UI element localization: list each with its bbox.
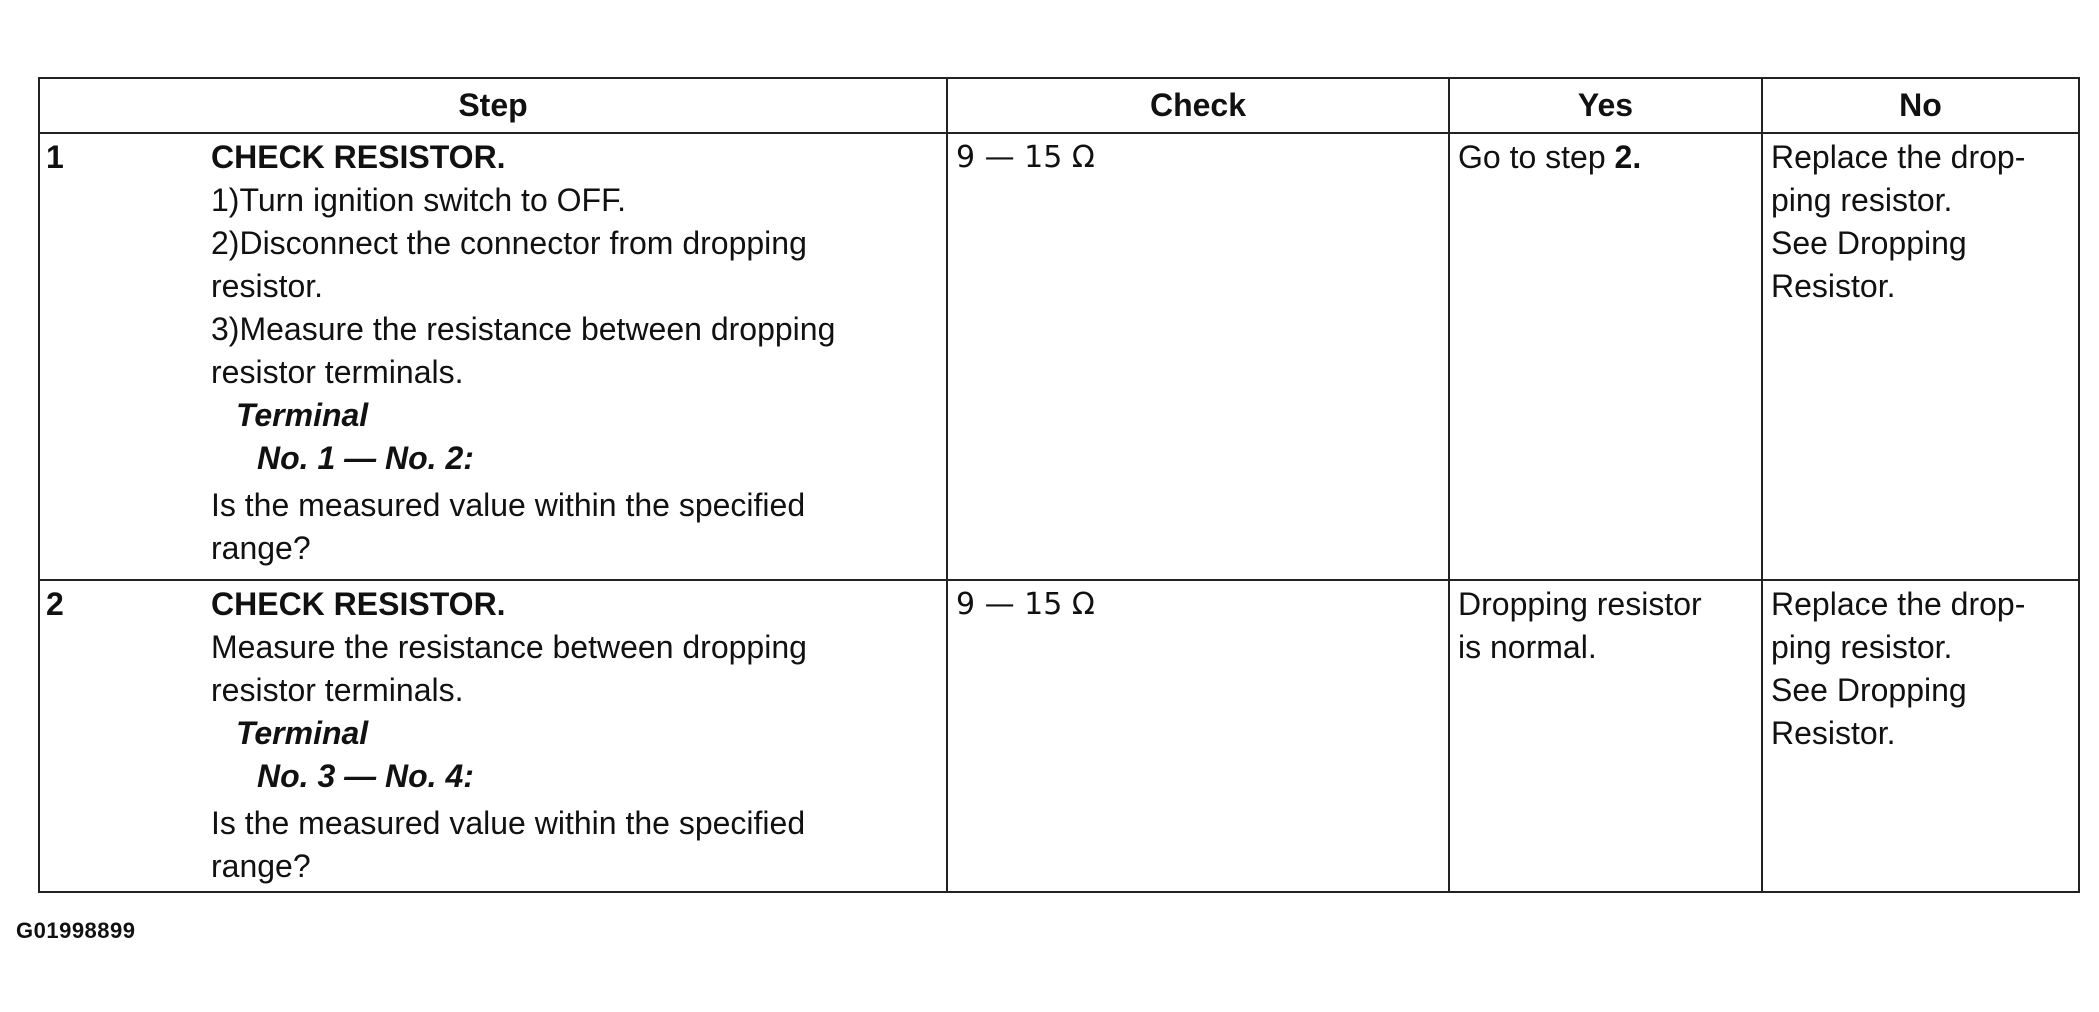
question-line: range?: [211, 848, 311, 884]
terminal-label: Terminal: [236, 397, 369, 433]
no-result: [1763, 581, 2078, 755]
step-number: 2: [46, 586, 64, 622]
yes-step-ref: 2.: [1614, 139, 1642, 175]
no-cell: [1762, 133, 2079, 580]
terminal-value: No. 3 — No. 4:: [257, 758, 474, 794]
question-line: Is the measured value within the specified: [211, 805, 806, 841]
yes-line: Dropping resistor: [1458, 586, 1702, 622]
step-line: 3)Measure the resistance between dropping: [211, 311, 836, 347]
check-cell: [947, 133, 1449, 580]
yes-line: is normal.: [1458, 629, 1597, 665]
header-no: No: [1762, 78, 2079, 133]
check-cell: [947, 580, 1449, 892]
step-number: 1: [46, 139, 64, 175]
yes-text: Go to step: [1458, 139, 1615, 175]
step-title: CHECK RESISTOR.: [211, 586, 506, 622]
no-line: Resistor.: [1771, 715, 1896, 751]
step-line: 1)Turn ignition switch to OFF.: [211, 182, 626, 218]
no-line: See Dropping: [1771, 225, 1967, 261]
no-cell: [1762, 580, 2079, 892]
step-body: [211, 581, 946, 888]
question-line: range?: [211, 530, 311, 566]
yes-result: [1450, 581, 1761, 669]
yes-cell: [1449, 133, 1762, 580]
no-result: [1763, 134, 2078, 308]
yes-result: [1450, 134, 1761, 179]
terminal-value: No. 1 — No. 2:: [257, 440, 474, 476]
no-line: See Dropping: [1771, 672, 1967, 708]
header-step: Step: [39, 78, 947, 133]
header-check: Check: [947, 78, 1449, 133]
table-row: [39, 133, 2079, 580]
step-cell: [39, 580, 947, 892]
step-body: [211, 134, 946, 570]
check-value: 9 — 15 Ω: [956, 587, 1095, 622]
figure-code: G01998899: [16, 918, 136, 943]
terminal-label: Terminal: [236, 715, 369, 751]
no-line: Replace the drop-: [1771, 586, 2026, 622]
step-line: 2)Disconnect the connector from dropping: [211, 225, 807, 261]
no-line: Replace the drop-: [1771, 139, 2026, 175]
yes-cell: [1449, 580, 1762, 892]
table-header-row: [39, 78, 2079, 133]
step-line: resistor terminals.: [211, 672, 464, 708]
question-line: Is the measured value within the specified: [211, 487, 806, 523]
step-cell: [39, 133, 947, 580]
diagnostic-table: [38, 77, 2080, 893]
table-row: [39, 580, 2079, 892]
step-line: resistor terminals.: [211, 354, 464, 390]
header-yes: Yes: [1449, 78, 1762, 133]
check-value: 9 — 15 Ω: [956, 140, 1095, 175]
no-line: Resistor.: [1771, 268, 1896, 304]
no-line: ping resistor.: [1771, 629, 1953, 665]
step-title: CHECK RESISTOR.: [211, 139, 506, 175]
step-line: Measure the resistance between dropping: [211, 629, 807, 665]
step-line: resistor.: [211, 268, 324, 304]
no-line: ping resistor.: [1771, 182, 1953, 218]
